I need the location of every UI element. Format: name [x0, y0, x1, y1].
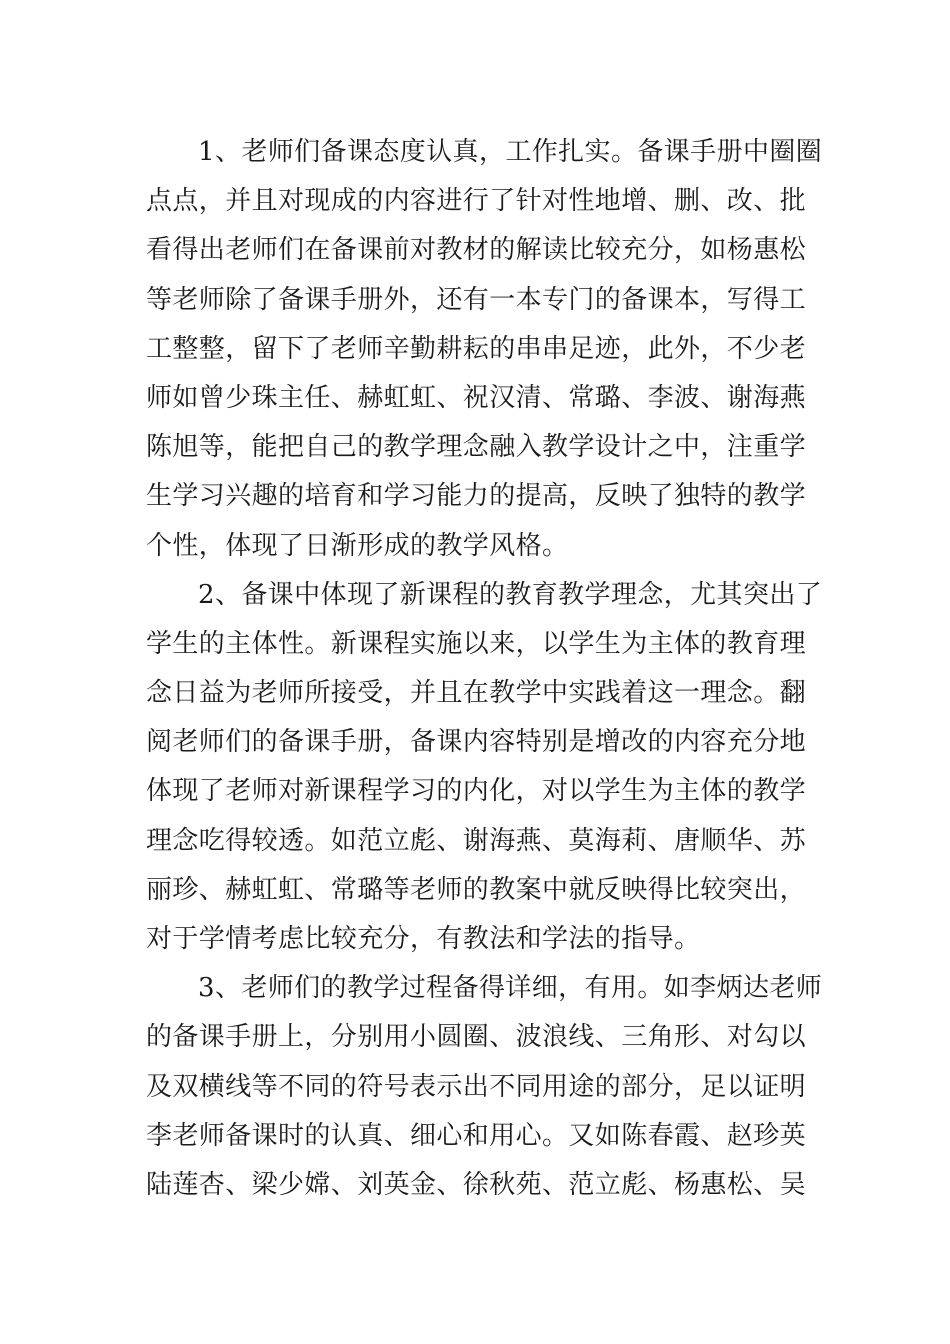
- paragraph-line: 学生的主体性。新课程实施以来，以学生为主体的教育理: [146, 628, 807, 659]
- paragraph-line: 个性，体现了日渐形成的教学风格。: [146, 530, 569, 561]
- paragraph-2: [146, 571, 823, 965]
- paragraph-line: 工整整，留下了老师辛勤耕耘的串串足迹，此外，不少老: [146, 333, 807, 364]
- paragraph-line: 阅老师们的备课手册，备课内容特别是增改的内容充分地: [146, 727, 807, 758]
- paragraph-line: 2、备课中体现了新课程的教育教学理念，尤其突出了: [198, 579, 823, 610]
- paragraph-line: 理念吃得较透。如范立彪、谢海燕、莫海莉、唐顺华、苏: [146, 825, 807, 856]
- paragraph-line: 体现了老师对新课程学习的内化，对以学生为主体的教学: [146, 776, 807, 807]
- paragraph-line: 看得出老师们在备课前对教材的解读比较充分，如杨惠松: [146, 235, 807, 266]
- paragraph-line: 3、老师们的教学过程备得详细，有用。如李炳达老师: [198, 973, 823, 1004]
- paragraph-line: 丽珍、赫虹虹、常璐等老师的教案中就反映得比较突出，: [146, 874, 807, 905]
- paragraph-line: 师如曾少珠主任、赫虹虹、祝汉清、常璐、李波、谢海燕: [146, 382, 807, 413]
- paragraph-line: 点点，并且对现成的内容进行了针对性地增、删、改、批: [146, 186, 807, 217]
- document-body: [146, 128, 823, 1210]
- paragraph-3: [146, 964, 823, 1210]
- paragraph-line: 及双横线等不同的符号表示出不同用途的部分，足以证明: [146, 1071, 807, 1102]
- paragraph-line: 陆莲杏、梁少嫦、刘英金、徐秋苑、范立彪、杨惠松、吴: [146, 1169, 807, 1200]
- paragraph-line: 对于学情考虑比较充分，有教法和学法的指导。: [146, 924, 701, 954]
- paragraph-line: 等老师除了备课手册外，还有一本专门的备课本，写得工: [146, 284, 807, 315]
- paragraph-line: 1、老师们备课态度认真，工作扎实。备课手册中圈圈: [198, 137, 823, 167]
- paragraph-1: [146, 128, 823, 571]
- paragraph-line: 生学习兴趣的培育和学习能力的提高，反映了独特的教学: [146, 481, 807, 512]
- paragraph-line: 李老师备课时的认真、细心和用心。又如陈春霞、赵珍英: [146, 1120, 807, 1151]
- paragraph-line: 陈旭等，能把自己的教学理念融入教学设计之中，注重学: [146, 432, 807, 463]
- paragraph-line: 的备课手册上，分别用小圆圈、波浪线、三角形、对勾以: [146, 1022, 807, 1053]
- paragraph-line: 念日益为老师所接受，并且在教学中实践着这一理念。翻: [146, 678, 807, 709]
